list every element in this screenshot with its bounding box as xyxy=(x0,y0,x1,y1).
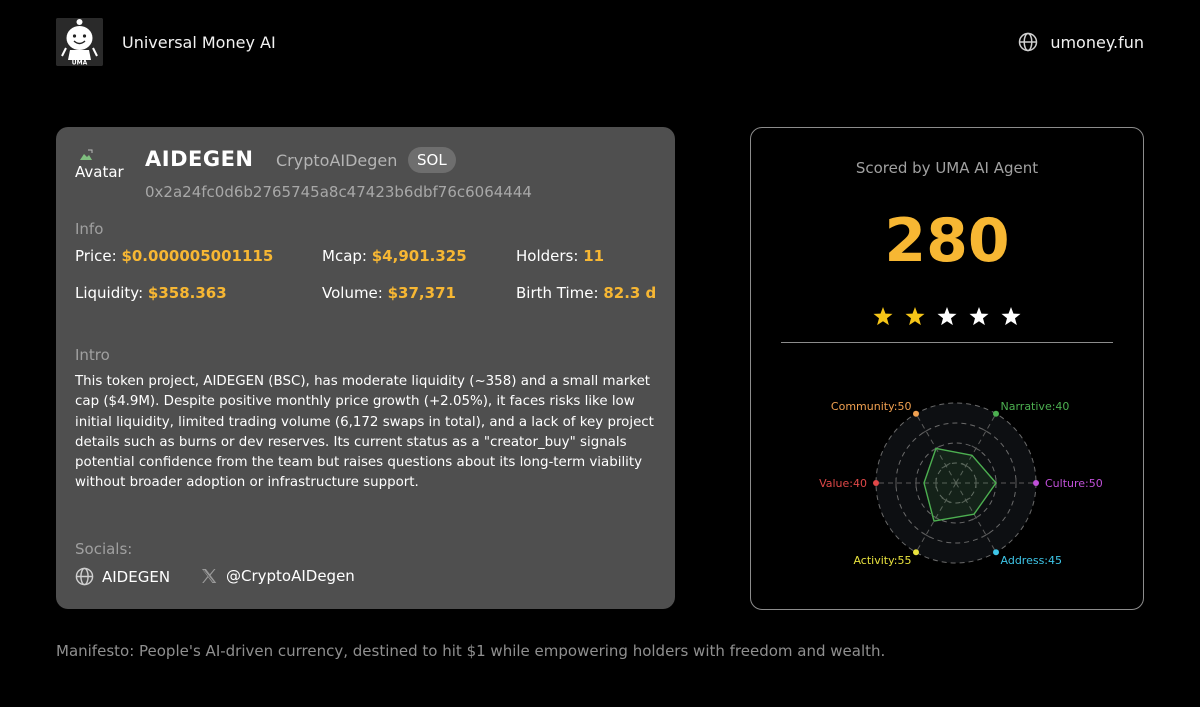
token-handle: CryptoAIDegen xyxy=(276,151,398,170)
radar-axis-label: Address:45 xyxy=(1000,554,1063,568)
radar-axis-label: Activity:55 xyxy=(853,554,912,568)
intro-section-label: Intro xyxy=(75,346,110,364)
globe-icon xyxy=(1018,32,1038,52)
radar-axis-label: Community:50 xyxy=(830,399,912,413)
social-x-link[interactable] xyxy=(200,567,355,585)
liquidity-label: Liquidity: xyxy=(75,284,144,302)
mcap-stat xyxy=(322,247,467,265)
token-info-card xyxy=(56,127,675,609)
price-value: $0.000005001115 xyxy=(121,247,274,265)
intro-text: This token project, AIDEGEN (BSC), has moderate liquidity (~358) and a small market cap ($4.9M). Despite positive monthly price growth (+2.05%), it faces risks like low initial liquidity, limited trading volume (6,172 swaps in total), and a lack of key project details such as burns or dev reserves. Its current status as a "creator_buy" signals potential confidence from the team but raises questions about its long-term viability without broader adoption or infrastructure support. xyxy=(75,374,654,491)
birth-time-stat xyxy=(516,284,656,302)
divider xyxy=(781,342,1113,343)
radar-chart xyxy=(751,368,1143,593)
x-logo-icon xyxy=(200,567,218,585)
radar-axis-label: Culture:50 xyxy=(1045,477,1103,490)
socials-section-label: Socials: xyxy=(75,540,133,558)
social-website-text[interactable]: AIDEGEN xyxy=(102,567,171,586)
mcap-label: Mcap: xyxy=(322,247,367,265)
contract-address[interactable]: 0x2a24fc0d6b2765745a8c47423b6dbf76c6064444 xyxy=(145,183,532,201)
birth-time-value: 82.3 d xyxy=(603,284,657,302)
radar-axis-dot xyxy=(1033,480,1039,486)
radar-axis-label: Narrative:40 xyxy=(1000,399,1070,413)
holders-stat xyxy=(516,247,604,265)
star-empty-icon xyxy=(1001,307,1020,325)
radar-axis-dot xyxy=(993,549,999,555)
score-value: 280 xyxy=(884,206,1010,276)
radar-axis-label: Value:40 xyxy=(819,477,867,490)
mascot-logo-icon[interactable] xyxy=(56,18,103,66)
star-filled-icon xyxy=(905,307,924,325)
token-avatar xyxy=(75,149,135,179)
social-x-text[interactable]: @CryptoAIDegen xyxy=(226,567,355,585)
liquidity-stat xyxy=(75,284,227,302)
radar-axis-dot xyxy=(873,480,879,486)
broken-image-icon xyxy=(79,149,93,161)
site-link-text[interactable]: umoney.fun xyxy=(1050,32,1144,52)
volume-label: Volume: xyxy=(322,284,383,302)
star-empty-icon xyxy=(937,307,956,325)
site-link[interactable] xyxy=(1018,32,1144,52)
star-rating xyxy=(871,306,1021,328)
birth-time-label: Birth Time: xyxy=(516,284,599,302)
token-name: AIDEGEN xyxy=(145,147,254,171)
liquidity-value: $358.363 xyxy=(147,284,227,302)
star-empty-icon xyxy=(969,307,988,325)
social-website-link[interactable] xyxy=(75,567,170,586)
radar-axis-dot xyxy=(913,411,919,417)
avatar-alt-text: Avatar xyxy=(75,163,124,181)
score-card xyxy=(750,127,1144,610)
mcap-value: $4,901.325 xyxy=(371,247,467,265)
star-filled-icon xyxy=(873,307,892,325)
app-title: Universal Money AI xyxy=(122,33,276,52)
info-section-label: Info xyxy=(75,220,104,238)
price-label: Price: xyxy=(75,247,117,265)
volume-value: $37,371 xyxy=(387,284,456,302)
volume-stat xyxy=(322,284,456,302)
radar-axis-dot xyxy=(913,549,919,555)
price-stat xyxy=(75,247,273,265)
scored-by-label: Scored by UMA AI Agent xyxy=(855,159,1039,177)
chain-badge: SOL xyxy=(408,147,456,173)
manifesto-text: Manifesto: People's AI-driven currency, destined to hit $1 while empowering holders with freedom and wealth. xyxy=(56,642,886,660)
holders-value: 11 xyxy=(583,247,605,265)
globe-icon xyxy=(75,567,94,586)
radar-axis-dot xyxy=(993,411,999,417)
logo-text: UMA xyxy=(71,59,88,66)
holders-label: Holders: xyxy=(516,247,579,265)
top-bar xyxy=(56,18,1144,66)
